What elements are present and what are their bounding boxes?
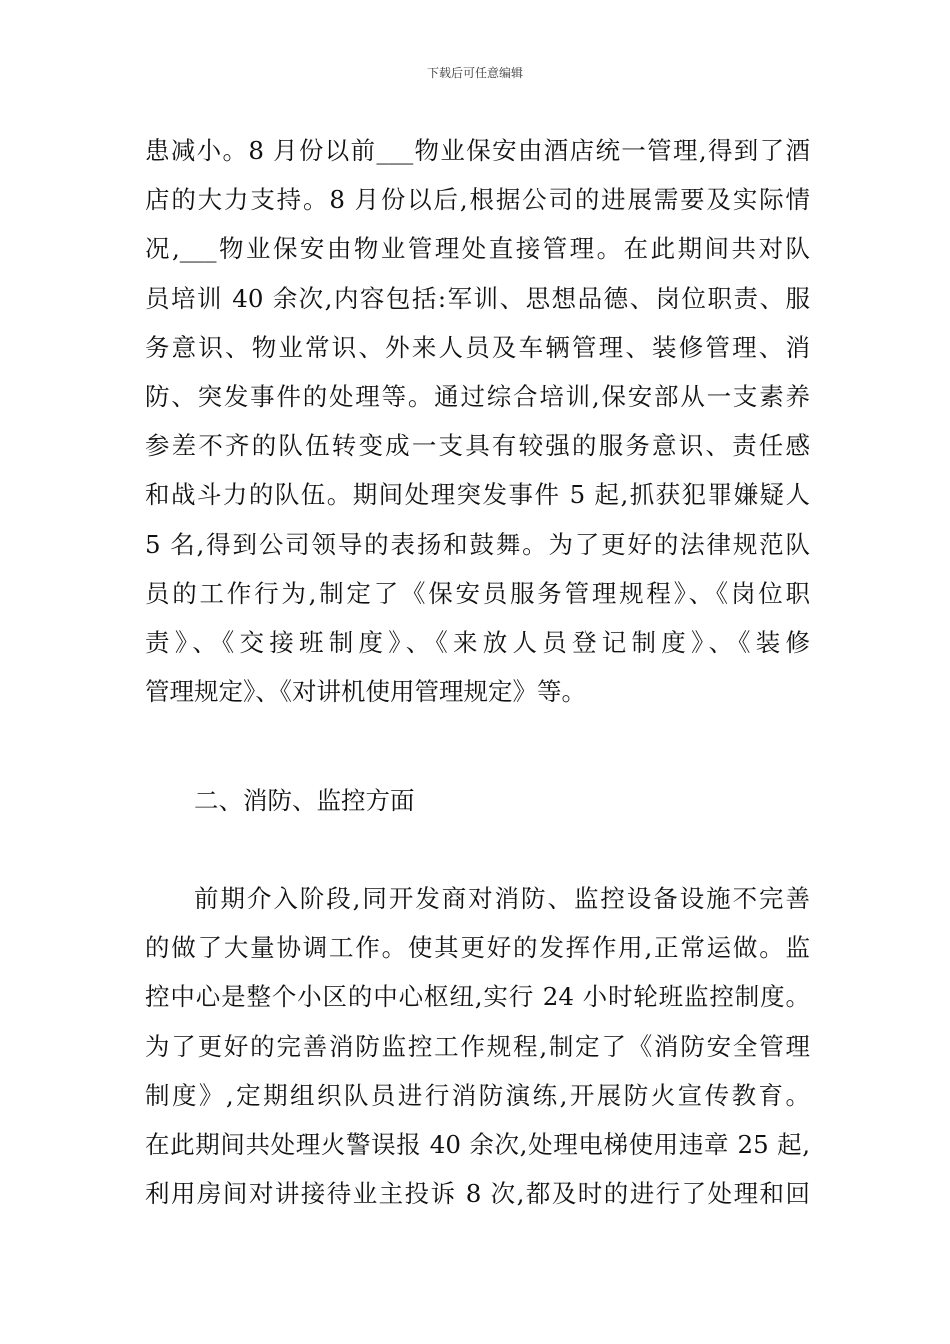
text-line: 员培训 40 余次,内容包括:军训、思想品德、岗位职责、服	[145, 283, 810, 313]
text-line: 管理规定》、《对讲机使用管理规定》等。	[145, 677, 586, 707]
text-line: 在此期间共处理火警误报 40 余次,处理电梯使用违章 25 起,	[145, 1129, 810, 1159]
text-line: 控中心是整个小区的中心枢纽,实行 24 小时轮班监控制度。	[145, 982, 810, 1012]
text-line: 况,___物业保安由物业管理处直接管理。在此期间共对队	[145, 234, 810, 264]
text-line: 5 名,得到公司领导的表扬和鼓舞。为了更好的法律规范队	[145, 529, 810, 559]
text-line: 前期介入阶段,同开发商对消防、监控设备设施不完善	[194, 884, 810, 913]
section-heading: 二、消防、监控方面	[194, 786, 415, 815]
text-line: 为了更好的完善消防监控工作规程,制定了《消防安全管理	[145, 1031, 810, 1061]
text-line: 患减小。8 月份以前___物业保安由酒店统一管理,得到了酒	[145, 136, 810, 165]
paragraph-security-training	[145, 126, 810, 716]
text-line: 店的大力支持。8 月份以后,根据公司的进展需要及实际情	[145, 185, 810, 215]
text-line: 责》、《交接班制度》、《来放人员登记制度》、《装修	[145, 627, 810, 657]
text-line: 和战斗力的队伍。期间处理突发事件 5 起,抓获犯罪嫌疑人	[145, 480, 810, 510]
page-header: 下载后可任意编辑	[426, 66, 523, 80]
text-line: 制度》,定期组织队员进行消防演练,开展防火宣传教育。	[145, 1080, 810, 1110]
text-line: 参差不齐的队伍转变成一支具有较强的服务意识、责任感	[145, 431, 810, 461]
text-line: 员的工作行为,制定了《保安员服务管理规程》、《岗位职	[145, 578, 810, 608]
text-line: 务意识、物业常识、外来人员及车辆管理、装修管理、消	[145, 332, 810, 362]
text-line: 防、突发事件的处理等。通过综合培训,保安部从一支素养	[145, 381, 810, 411]
text-line: 的做了大量协调工作。使其更好的发挥作用,正常运做。监	[145, 933, 810, 963]
text-line: 利用房间对讲接待业主投诉 8 次,都及时的进行了处理和回	[145, 1179, 810, 1209]
paragraph-fire-monitoring	[145, 874, 810, 1218]
